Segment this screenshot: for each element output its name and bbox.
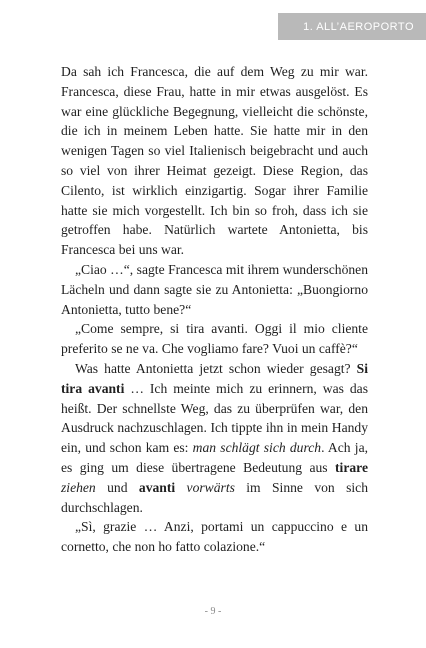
text-run: tirare	[335, 459, 368, 475]
text-run: und	[95, 479, 139, 495]
paragraph-4	[61, 359, 368, 517]
paragraph-2	[61, 260, 368, 319]
text-run: „Sì, grazie … Anzi, portami un cappuccino e un cornetto, che non ho fatto colazione.“	[61, 519, 368, 555]
text-run: … Ich meinte mich zu erinnern, was das heißt. Der schnellste Weg, das zu überprüfen war, den Ausdruck nachzuschlagen. Ich tippte ihn in mein Handy ein, und schon kam es:	[61, 380, 368, 456]
text-run: Da sah ich Francesca, die auf dem Weg zu mir war. Francesca, diese Frau, hatte in mir etwas ausgelöst. Es war eine glückliche Begegnung, vielleicht die schönste, die ich in meinem Leben hatte. Sie hatte mir in den wenigen Tagen so viel Italienisch beigebracht und auch so viel von ihrer Heimat gezeigt. Diese Region, das Cilento, ist wirklich einzigartig. Sogar ihrer Familie hatte sie mich vorgestellt. Ich bin so froh, dass ich sie getroffen habe. Natürlich wartete Antonietta, bis Francesca bei uns war.	[61, 64, 368, 258]
text-run: . Ach ja, es ging um diese übertragene Bedeutung aus	[61, 440, 368, 475]
paragraph-5	[61, 517, 368, 557]
paragraph-1	[61, 62, 368, 260]
text-run: Si tira avanti	[61, 360, 368, 396]
text-run	[175, 480, 186, 495]
book-text-body	[61, 62, 368, 557]
paragraph-3	[61, 319, 368, 359]
text-run: vorwärts	[186, 479, 235, 495]
text-run: man schlägt sich durch	[192, 440, 322, 456]
chapter-title: 1. ALL’AEROPORTO	[303, 21, 414, 33]
text-run: „Ciao …“, sagte Francesca mit ihrem wunderschönen Lächeln und dann sagte sie zu Antonietta: „Buongiorno Antonietta, tutto bene?“	[61, 261, 368, 317]
page-number: - 9 -	[204, 606, 222, 617]
text-run: Was hatte Antonietta jetzt schon wieder gesagt?	[75, 360, 357, 376]
text-run: avanti	[138, 479, 176, 495]
text-run: „Come sempre, si tira avanti. Oggi il mio cliente preferito se ne va. Che vogliamo fare? Vuoi un caffè?“	[61, 321, 368, 357]
text-run: im Sinne von sich durchschlagen.	[61, 479, 369, 515]
text-run: ziehen	[61, 479, 96, 495]
